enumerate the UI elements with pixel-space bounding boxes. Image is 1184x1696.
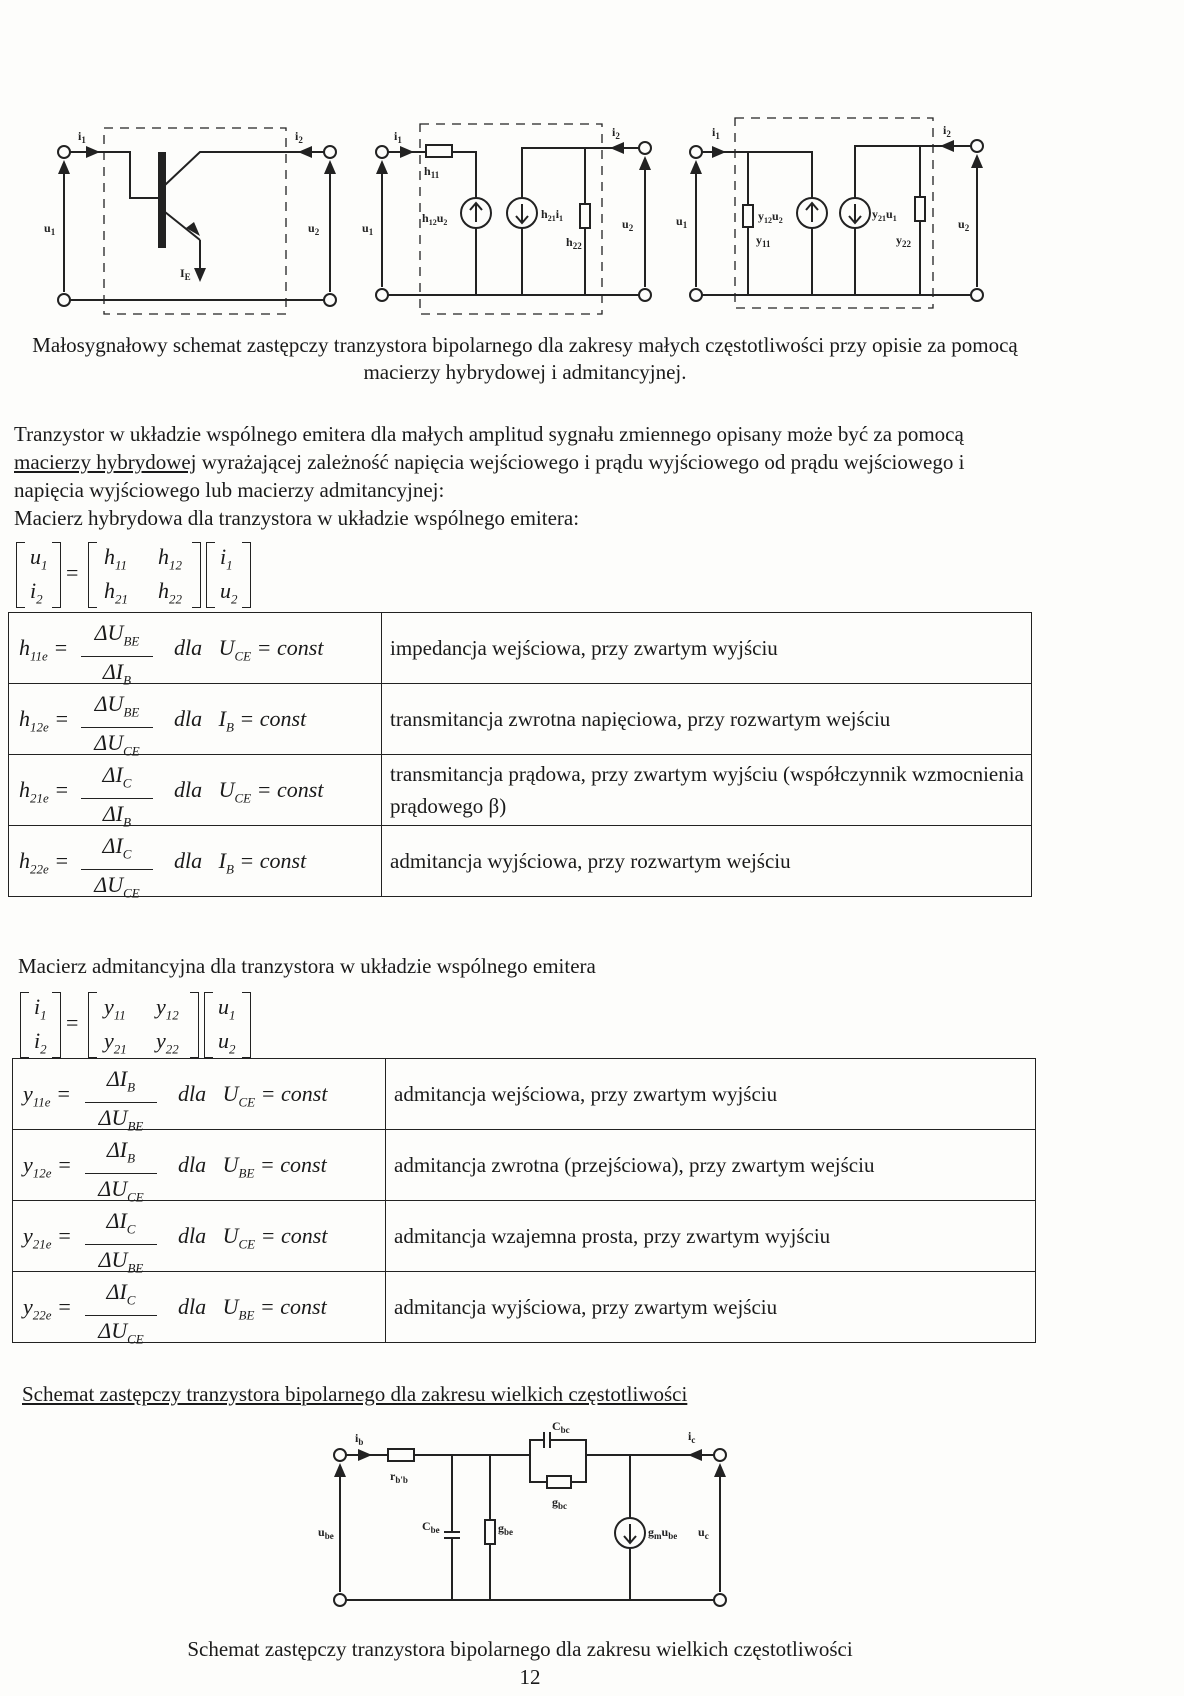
parameter-symbol: $h_{12e}$ = bbox=[19, 706, 70, 735]
figure-caption-small-signal: Małosygnałowy schemat zastępczy tranzystora bipolarnego dla zakresy małych częstotliwości przy opisie za pomocą macierzy hybrydowej i admitancyjnej. bbox=[32, 333, 1018, 384]
hybrid-circuit bbox=[376, 124, 651, 314]
parameter-description: admitancja wejściowa, przy zwartym wyjściu bbox=[386, 1059, 1036, 1130]
label-cbc: $C_{bc}$ bbox=[552, 1420, 570, 1435]
parameter-condition: dla $U_{CE}$ = const bbox=[178, 1223, 328, 1252]
parameter-fraction: $\Delta U_{BE}$ $\Delta U_{CE}$ bbox=[81, 689, 153, 766]
label-h12u2: $h_{12}u_2$ bbox=[422, 211, 448, 227]
label-gbc: $g_{bc}$ bbox=[552, 1495, 567, 1511]
parameter-row bbox=[13, 1059, 1036, 1130]
parameter-condition: dla $U_{CE}$ = const bbox=[174, 635, 324, 664]
parameter-fraction: $\Delta I_C$ $\Delta U_{BE}$ bbox=[85, 1206, 157, 1283]
parameter-condition: dla $I_B$ = const bbox=[174, 848, 307, 877]
admittance-parameters-table bbox=[12, 1058, 1036, 1347]
label-c2-u2: $u_2$ bbox=[622, 217, 634, 233]
parameter-symbol: $y_{12e}$ = bbox=[23, 1152, 72, 1181]
intro-text-1: Tranzystor w układzie wspólnego emitera dla małych amplitud sygnału zmiennego opisany może być za pomocą bbox=[14, 422, 964, 446]
hybrid-matrix-heading: Macierz hybrydowa dla tranzystora w układzie wspólnego emitera: bbox=[14, 506, 580, 530]
label-ube: $u_{be}$ bbox=[318, 1525, 334, 1541]
parameter-row bbox=[9, 613, 1032, 684]
label-rbb: $r_{b'b}$ bbox=[390, 1469, 408, 1485]
hybrid-parameters-table bbox=[8, 612, 1032, 901]
hybrid-matrix-equation: $u_1$ $i_2$ = $h_{11}$ $h_{12}$ $h_{21}$ $h_{22}$ $i_1$ $u_2$ bbox=[16, 540, 256, 612]
parameter-formula bbox=[9, 613, 382, 688]
parameter-description: admitancja wzajemna prosta, przy zwartym wyjściu bbox=[386, 1201, 1036, 1272]
parameter-fraction: $\Delta U_{BE}$ $\Delta I_B$ bbox=[81, 618, 153, 695]
label-cbe: $C_{be}$ bbox=[422, 1519, 440, 1535]
parameter-symbol: $y_{21e}$ = bbox=[23, 1223, 72, 1252]
label-y11: $y_{11}$ bbox=[756, 233, 771, 249]
parameter-description: transmitancja prądowa, przy zwartym wyjściu (współczynnik wzmocnienia prądowego β) bbox=[382, 755, 1032, 826]
label-y21u1: $y_{21}u_1$ bbox=[872, 207, 897, 223]
parameter-description: impedancja wejściowa, przy zwartym wyjściu bbox=[382, 613, 1032, 684]
parameter-fraction: $\Delta I_C$ $\Delta I_B$ bbox=[81, 760, 153, 837]
parameter-condition: dla $U_{BE}$ = const bbox=[178, 1294, 327, 1323]
parameter-description: admitancja wyjściowa, przy rozwartym wejściu bbox=[382, 826, 1032, 897]
parameter-symbol: $h_{22e}$ = bbox=[19, 848, 70, 877]
admittance-circuit bbox=[690, 118, 983, 308]
parameter-description: transmitancja zwrotna napięciowa, przy rozwartym wejściu bbox=[382, 684, 1032, 755]
parameter-description: admitancja zwrotna (przejściowa), przy zwartym wejściu bbox=[386, 1130, 1036, 1201]
parameter-row bbox=[13, 1201, 1036, 1272]
parameter-condition: dla $U_{CE}$ = const bbox=[174, 777, 324, 806]
parameter-row bbox=[13, 1130, 1036, 1201]
parameter-fraction: $\Delta I_C$ $\Delta U_{CE}$ bbox=[85, 1277, 157, 1354]
parameter-formula bbox=[9, 755, 382, 830]
label-c3-u1: $u_1$ bbox=[676, 214, 688, 230]
parameter-formula bbox=[13, 1130, 386, 1205]
small-signal-circuits bbox=[0, 0, 1184, 330]
label-y12u2: $y_{12}u_2$ bbox=[758, 209, 783, 225]
parameter-symbol: $y_{11e}$ = bbox=[23, 1081, 71, 1110]
label-c3-i1: $i_1$ bbox=[712, 125, 720, 141]
parameter-row bbox=[9, 684, 1032, 755]
parameter-formula bbox=[13, 1272, 386, 1347]
parameter-condition: dla $U_{CE}$ = const bbox=[178, 1081, 328, 1110]
label-h21i1: $h_{21}i_1$ bbox=[541, 207, 564, 223]
label-c2-u1: $u_1$ bbox=[362, 221, 374, 237]
label-i1: $i_1$ bbox=[78, 129, 86, 145]
page-number: 12 bbox=[519, 1665, 541, 1689]
label-c2-i1: $i_1$ bbox=[394, 129, 402, 145]
parameter-row bbox=[9, 755, 1032, 826]
transistor-circuit bbox=[58, 128, 336, 314]
intro-paragraph bbox=[14, 420, 1014, 504]
parameter-fraction: $\Delta I_B$ $\Delta U_{BE}$ bbox=[85, 1064, 157, 1141]
label-h11: $h_{11}$ bbox=[424, 164, 440, 180]
parameter-symbol: $h_{21e}$ = bbox=[19, 777, 70, 806]
parameter-fraction: $\Delta I_C$ $\Delta U_{CE}$ bbox=[81, 831, 153, 908]
label-c3-i2: $i_2$ bbox=[943, 123, 951, 139]
parameter-fraction: $\Delta I_B$ $\Delta U_{CE}$ bbox=[85, 1135, 157, 1212]
label-gm-ube: $g_mu_{be}$ bbox=[648, 1525, 678, 1541]
label-u2: $u_2$ bbox=[308, 221, 320, 237]
label-c2-i2: $i_2$ bbox=[612, 125, 620, 141]
parameter-symbol: $h_{11e}$ = bbox=[19, 635, 69, 664]
parameter-condition: dla $U_{BE}$ = const bbox=[178, 1152, 327, 1181]
parameter-row bbox=[9, 826, 1032, 897]
admittance-matrix-heading: Macierz admitancyjna dla tranzystora w układzie wspólnego emitera bbox=[18, 954, 596, 978]
label-u1: $u_1$ bbox=[44, 221, 56, 237]
label-h22: $h_{22}$ bbox=[566, 235, 582, 251]
admittance-matrix-equation: $i_1$ $i_2$ = $y_{11}$ $y_{12}$ $y_{21}$ $y_{22}$ $u_1$ $u_2$ bbox=[20, 990, 260, 1062]
label-ib: $i_b$ bbox=[355, 1431, 364, 1447]
parameter-formula bbox=[13, 1059, 386, 1134]
label-gbe: $g_{be}$ bbox=[498, 1521, 513, 1537]
parameter-description: admitancja wyjściowa, przy zwartym wejściu bbox=[386, 1272, 1036, 1343]
label-i2: $i_2$ bbox=[295, 129, 303, 145]
label-y22: $y_{22}$ bbox=[896, 233, 911, 249]
label-ie: $I_E$ bbox=[180, 266, 191, 282]
parameter-symbol: $y_{22e}$ = bbox=[23, 1294, 72, 1323]
intro-text-2: wyrażającej zależność napięcia wejściowego i prądu wyjściowego od prądu wejściowego i napięcia wyjściowego lub macierzy admitancyjnej: bbox=[14, 450, 965, 502]
figure-caption-high-frequency: Schemat zastępczy tranzystora bipolarnego dla zakresu wielkich częstotliwości bbox=[187, 1637, 853, 1661]
parameter-condition: dla $I_B$ = const bbox=[174, 706, 307, 735]
intro-underlined-term: macierzy hybrydowej bbox=[14, 450, 197, 474]
label-uc: $u_c$ bbox=[698, 1525, 709, 1541]
label-c3-u2: $u_2$ bbox=[958, 217, 970, 233]
label-ic: $i_c$ bbox=[688, 1429, 696, 1445]
high-frequency-circuit bbox=[300, 1420, 740, 1620]
parameter-formula bbox=[9, 684, 382, 759]
parameter-formula bbox=[9, 826, 382, 901]
parameter-row bbox=[13, 1272, 1036, 1343]
parameter-formula bbox=[13, 1201, 386, 1276]
high-frequency-heading: Schemat zastępczy tranzystora bipolarnego dla zakresu wielkich częstotliwości bbox=[22, 1382, 688, 1406]
